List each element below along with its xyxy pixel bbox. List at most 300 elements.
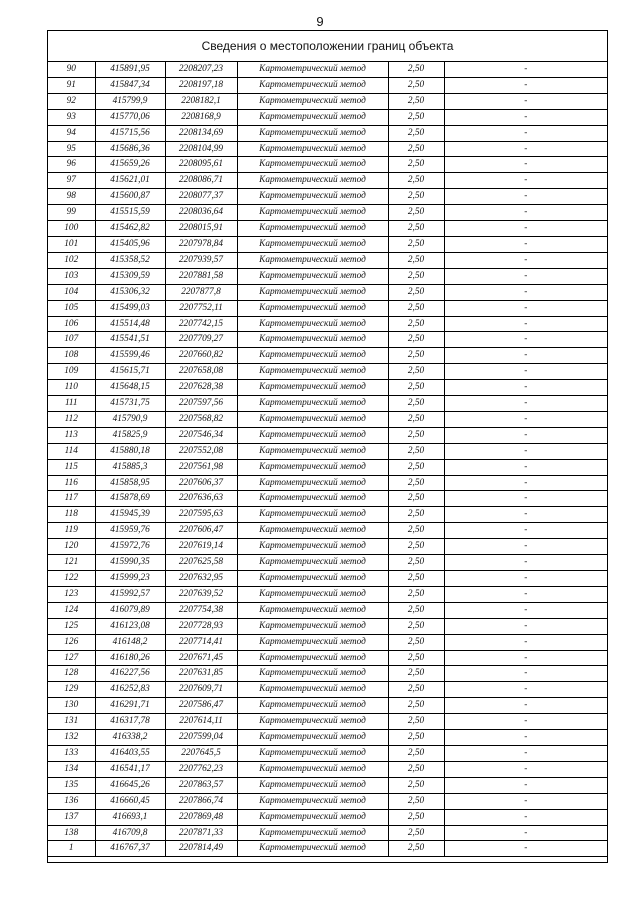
cell-description: - [444, 507, 607, 523]
cell-point-number: 127 [48, 650, 95, 666]
cell-point-number: 118 [48, 507, 95, 523]
cell-x-coordinate: 416227,56 [95, 666, 165, 682]
table-row [48, 523, 607, 539]
cell-description: - [444, 380, 607, 396]
cell-description: - [444, 666, 607, 682]
cell-point-number: 100 [48, 221, 95, 237]
cell-y-coordinate: 2207871,33 [165, 825, 237, 841]
cell-x-coordinate: 415731,75 [95, 396, 165, 412]
cell-method: Картометрический метод [237, 761, 388, 777]
cell-point-number: 111 [48, 396, 95, 412]
cell-description: - [444, 411, 607, 427]
table-row [48, 666, 607, 682]
cell-y-coordinate: 2207597,56 [165, 396, 237, 412]
cell-point-number: 120 [48, 539, 95, 555]
cell-point-number: 132 [48, 730, 95, 746]
cell-description: - [444, 252, 607, 268]
table-row [48, 332, 607, 348]
cell-point-number: 133 [48, 745, 95, 761]
cell-point-number: 117 [48, 491, 95, 507]
cell-accuracy: 2,50 [388, 714, 444, 730]
cell-x-coordinate: 415972,76 [95, 539, 165, 555]
cell-accuracy: 2,50 [388, 602, 444, 618]
cell-description: - [444, 332, 607, 348]
cell-accuracy: 2,50 [388, 221, 444, 237]
cell-y-coordinate: 2207658,08 [165, 364, 237, 380]
cell-method: Картометрический метод [237, 62, 388, 77]
cell-y-coordinate: 2207595,63 [165, 507, 237, 523]
cell-method: Картометрический метод [237, 364, 388, 380]
table-row [48, 809, 607, 825]
cell-y-coordinate: 2207754,38 [165, 602, 237, 618]
table-row [48, 507, 607, 523]
cell-x-coordinate: 416693,1 [95, 809, 165, 825]
cell-point-number: 138 [48, 825, 95, 841]
cell-method: Картометрический метод [237, 793, 388, 809]
cell-method: Картометрический метод [237, 714, 388, 730]
cell-method: Картометрический метод [237, 205, 388, 221]
cell-x-coordinate: 416291,71 [95, 698, 165, 714]
cell-method: Картометрический метод [237, 571, 388, 587]
cell-description: - [444, 268, 607, 284]
table-row [48, 443, 607, 459]
cell-y-coordinate: 2207671,45 [165, 650, 237, 666]
table-row [48, 777, 607, 793]
cell-x-coordinate: 415825,9 [95, 427, 165, 443]
cell-method: Картометрический метод [237, 93, 388, 109]
cell-description: - [444, 761, 607, 777]
cell-accuracy: 2,50 [388, 491, 444, 507]
table-row [48, 252, 607, 268]
cell-x-coordinate: 415648,15 [95, 380, 165, 396]
cell-y-coordinate: 2207606,37 [165, 475, 237, 491]
cell-point-number: 102 [48, 252, 95, 268]
cell-y-coordinate: 2207881,58 [165, 268, 237, 284]
table-row [48, 109, 607, 125]
cell-accuracy: 2,50 [388, 730, 444, 746]
table-row [48, 555, 607, 571]
cell-x-coordinate: 415358,52 [95, 252, 165, 268]
cell-description: - [444, 682, 607, 698]
cell-x-coordinate: 415990,35 [95, 555, 165, 571]
cell-point-number: 95 [48, 141, 95, 157]
cell-description: - [444, 825, 607, 841]
cell-method: Картометрический метод [237, 221, 388, 237]
table-row [48, 825, 607, 841]
cell-y-coordinate: 2208077,37 [165, 189, 237, 205]
cell-x-coordinate: 415621,01 [95, 173, 165, 189]
table-row [48, 459, 607, 475]
cell-x-coordinate: 415878,69 [95, 491, 165, 507]
cell-description: - [444, 634, 607, 650]
table-row [48, 364, 607, 380]
cell-accuracy: 2,50 [388, 571, 444, 587]
cell-method: Картометрический метод [237, 443, 388, 459]
table-row [48, 77, 607, 93]
cell-point-number: 112 [48, 411, 95, 427]
cell-y-coordinate: 2208134,69 [165, 125, 237, 141]
table-row [48, 300, 607, 316]
cell-y-coordinate: 2207632,95 [165, 571, 237, 587]
table-row [48, 236, 607, 252]
cell-point-number: 136 [48, 793, 95, 809]
table-row [48, 793, 607, 809]
cell-y-coordinate: 2207714,41 [165, 634, 237, 650]
cell-accuracy: 2,50 [388, 411, 444, 427]
cell-y-coordinate: 2207709,27 [165, 332, 237, 348]
cell-y-coordinate: 2207625,58 [165, 555, 237, 571]
cell-x-coordinate: 415499,03 [95, 300, 165, 316]
cell-accuracy: 2,50 [388, 93, 444, 109]
cell-method: Картометрический метод [237, 491, 388, 507]
cell-y-coordinate: 2207742,15 [165, 316, 237, 332]
cell-y-coordinate: 2207552,08 [165, 443, 237, 459]
cell-accuracy: 2,50 [388, 507, 444, 523]
cell-x-coordinate: 415847,34 [95, 77, 165, 93]
cell-x-coordinate: 416148,2 [95, 634, 165, 650]
cell-point-number: 130 [48, 698, 95, 714]
cell-accuracy: 2,50 [388, 634, 444, 650]
cell-method: Картометрический метод [237, 730, 388, 746]
cell-x-coordinate: 415885,3 [95, 459, 165, 475]
cell-accuracy: 2,50 [388, 698, 444, 714]
cell-x-coordinate: 416317,78 [95, 714, 165, 730]
cell-accuracy: 2,50 [388, 62, 444, 77]
cell-x-coordinate: 415309,59 [95, 268, 165, 284]
cell-method: Картометрический метод [237, 825, 388, 841]
cell-description: - [444, 189, 607, 205]
cell-point-number: 105 [48, 300, 95, 316]
cell-method: Картометрический метод [237, 77, 388, 93]
table-row [48, 650, 607, 666]
cell-x-coordinate: 416660,45 [95, 793, 165, 809]
table-row [48, 602, 607, 618]
cell-x-coordinate: 415405,96 [95, 236, 165, 252]
cell-x-coordinate: 416645,26 [95, 777, 165, 793]
cell-description: - [444, 364, 607, 380]
cell-method: Картометрический метод [237, 602, 388, 618]
cell-description: - [444, 173, 607, 189]
cell-accuracy: 2,50 [388, 555, 444, 571]
cell-method: Картометрический метод [237, 316, 388, 332]
table-heading: Сведения о местоположении границ объекта [48, 31, 607, 62]
cell-method: Картометрический метод [237, 666, 388, 682]
cell-accuracy: 2,50 [388, 284, 444, 300]
cell-y-coordinate: 2208015,91 [165, 221, 237, 237]
table-row [48, 411, 607, 427]
cell-accuracy: 2,50 [388, 825, 444, 841]
cell-method: Картометрический метод [237, 539, 388, 555]
cell-x-coordinate: 415659,26 [95, 157, 165, 173]
cell-x-coordinate: 416079,89 [95, 602, 165, 618]
cell-description: - [444, 730, 607, 746]
coordinates-table-body [48, 62, 607, 857]
cell-method: Картометрический метод [237, 173, 388, 189]
cell-accuracy: 2,50 [388, 682, 444, 698]
cell-y-coordinate: 2208182,1 [165, 93, 237, 109]
cell-method: Картометрический метод [237, 650, 388, 666]
cell-x-coordinate: 415615,71 [95, 364, 165, 380]
cell-accuracy: 2,50 [388, 809, 444, 825]
cell-method: Картометрический метод [237, 141, 388, 157]
cell-point-number: 94 [48, 125, 95, 141]
cell-x-coordinate: 415306,32 [95, 284, 165, 300]
cell-accuracy: 2,50 [388, 777, 444, 793]
cell-x-coordinate: 415600,87 [95, 189, 165, 205]
cell-description: - [444, 125, 607, 141]
cell-method: Картометрический метод [237, 396, 388, 412]
table-row [48, 714, 607, 730]
cell-point-number: 128 [48, 666, 95, 682]
cell-point-number: 116 [48, 475, 95, 491]
table-row [48, 571, 607, 587]
cell-point-number: 115 [48, 459, 95, 475]
cell-description: - [444, 745, 607, 761]
cell-description: - [444, 555, 607, 571]
cell-accuracy: 2,50 [388, 380, 444, 396]
cell-accuracy: 2,50 [388, 761, 444, 777]
cell-x-coordinate: 416180,26 [95, 650, 165, 666]
cell-method: Картометрический метод [237, 698, 388, 714]
cell-x-coordinate: 415858,95 [95, 475, 165, 491]
table-row [48, 698, 607, 714]
cell-description: - [444, 109, 607, 125]
cell-description: - [444, 236, 607, 252]
cell-point-number: 135 [48, 777, 95, 793]
cell-y-coordinate: 2207546,34 [165, 427, 237, 443]
cell-accuracy: 2,50 [388, 125, 444, 141]
cell-y-coordinate: 2207660,82 [165, 348, 237, 364]
cell-x-coordinate: 416123,08 [95, 618, 165, 634]
cell-description: - [444, 793, 607, 809]
cell-point-number: 110 [48, 380, 95, 396]
cell-y-coordinate: 2207606,47 [165, 523, 237, 539]
cell-accuracy: 2,50 [388, 205, 444, 221]
table-row [48, 205, 607, 221]
cell-point-number: 134 [48, 761, 95, 777]
cell-x-coordinate: 415462,82 [95, 221, 165, 237]
cell-point-number: 90 [48, 62, 95, 77]
cell-x-coordinate: 415790,9 [95, 411, 165, 427]
cell-x-coordinate: 415770,06 [95, 109, 165, 125]
cell-point-number: 124 [48, 602, 95, 618]
cell-description: - [444, 602, 607, 618]
cell-x-coordinate: 415686,36 [95, 141, 165, 157]
cell-accuracy: 2,50 [388, 252, 444, 268]
cell-method: Картометрический метод [237, 555, 388, 571]
cell-method: Картометрический метод [237, 745, 388, 761]
cell-point-number: 92 [48, 93, 95, 109]
cell-point-number: 126 [48, 634, 95, 650]
cell-y-coordinate: 2207762,23 [165, 761, 237, 777]
cell-y-coordinate: 2207814,49 [165, 841, 237, 857]
cell-x-coordinate: 415891,95 [95, 62, 165, 77]
table-row [48, 491, 607, 507]
cell-point-number: 97 [48, 173, 95, 189]
cell-accuracy: 2,50 [388, 316, 444, 332]
cell-accuracy: 2,50 [388, 141, 444, 157]
cell-y-coordinate: 2207619,14 [165, 539, 237, 555]
cell-description: - [444, 475, 607, 491]
cell-description: - [444, 539, 607, 555]
cell-x-coordinate: 416709,8 [95, 825, 165, 841]
cell-point-number: 121 [48, 555, 95, 571]
cell-method: Картометрический метод [237, 189, 388, 205]
cell-description: - [444, 586, 607, 602]
cell-accuracy: 2,50 [388, 666, 444, 682]
cell-method: Картометрический метод [237, 157, 388, 173]
cell-method: Картометрический метод [237, 634, 388, 650]
cell-x-coordinate: 415880,18 [95, 443, 165, 459]
cell-accuracy: 2,50 [388, 77, 444, 93]
cell-accuracy: 2,50 [388, 618, 444, 634]
cell-accuracy: 2,50 [388, 268, 444, 284]
table-row [48, 141, 607, 157]
cell-description: - [444, 316, 607, 332]
cell-accuracy: 2,50 [388, 841, 444, 857]
cell-method: Картометрический метод [237, 125, 388, 141]
cell-description: - [444, 777, 607, 793]
cell-x-coordinate: 415799,9 [95, 93, 165, 109]
cell-method: Картометрический метод [237, 618, 388, 634]
cell-x-coordinate: 415515,59 [95, 205, 165, 221]
table-row [48, 761, 607, 777]
cell-y-coordinate: 2208168,9 [165, 109, 237, 125]
cell-point-number: 119 [48, 523, 95, 539]
cell-description: - [444, 284, 607, 300]
cell-x-coordinate: 416767,37 [95, 841, 165, 857]
cell-accuracy: 2,50 [388, 348, 444, 364]
cell-x-coordinate: 415959,76 [95, 523, 165, 539]
table-row [48, 539, 607, 555]
cell-x-coordinate: 416338,2 [95, 730, 165, 746]
cell-description: - [444, 300, 607, 316]
cell-accuracy: 2,50 [388, 157, 444, 173]
cell-method: Картометрический метод [237, 411, 388, 427]
cell-description: - [444, 141, 607, 157]
cell-method: Картометрический метод [237, 332, 388, 348]
cell-description: - [444, 650, 607, 666]
cell-x-coordinate: 415715,56 [95, 125, 165, 141]
cell-x-coordinate: 415514,48 [95, 316, 165, 332]
table-row [48, 221, 607, 237]
cell-y-coordinate: 2208197,18 [165, 77, 237, 93]
cell-point-number: 101 [48, 236, 95, 252]
cell-description: - [444, 698, 607, 714]
cell-accuracy: 2,50 [388, 539, 444, 555]
cell-accuracy: 2,50 [388, 189, 444, 205]
cell-description: - [444, 443, 607, 459]
cell-description: - [444, 523, 607, 539]
cell-method: Картометрический метод [237, 809, 388, 825]
cell-accuracy: 2,50 [388, 396, 444, 412]
cell-description: - [444, 77, 607, 93]
cell-y-coordinate: 2207752,11 [165, 300, 237, 316]
cell-description: - [444, 157, 607, 173]
cell-method: Картометрический метод [237, 682, 388, 698]
cell-y-coordinate: 2207866,74 [165, 793, 237, 809]
table-row [48, 189, 607, 205]
cell-method: Картометрический метод [237, 507, 388, 523]
cell-method: Картометрический метод [237, 252, 388, 268]
cell-y-coordinate: 2207599,04 [165, 730, 237, 746]
table-row [48, 618, 607, 634]
cell-method: Картометрический метод [237, 475, 388, 491]
table-row [48, 348, 607, 364]
cell-accuracy: 2,50 [388, 793, 444, 809]
cell-y-coordinate: 2207869,48 [165, 809, 237, 825]
cell-method: Картометрический метод [237, 523, 388, 539]
cell-method: Картометрический метод [237, 459, 388, 475]
table-row [48, 173, 607, 189]
cell-description: - [444, 809, 607, 825]
cell-y-coordinate: 2207978,84 [165, 236, 237, 252]
cell-accuracy: 2,50 [388, 300, 444, 316]
cell-description: - [444, 459, 607, 475]
cell-point-number: 122 [48, 571, 95, 587]
table-row [48, 125, 607, 141]
cell-accuracy: 2,50 [388, 443, 444, 459]
table-row [48, 682, 607, 698]
cell-description: - [444, 348, 607, 364]
cell-y-coordinate: 2207636,63 [165, 491, 237, 507]
cell-y-coordinate: 2207645,5 [165, 745, 237, 761]
cell-accuracy: 2,50 [388, 109, 444, 125]
cell-method: Картометрический метод [237, 300, 388, 316]
cell-description: - [444, 714, 607, 730]
table-row [48, 316, 607, 332]
cell-point-number: 104 [48, 284, 95, 300]
table-row [48, 475, 607, 491]
cell-accuracy: 2,50 [388, 650, 444, 666]
table-row [48, 268, 607, 284]
cell-point-number: 125 [48, 618, 95, 634]
cell-y-coordinate: 2207614,11 [165, 714, 237, 730]
table-row [48, 62, 607, 77]
cell-accuracy: 2,50 [388, 173, 444, 189]
cell-point-number: 123 [48, 586, 95, 602]
cell-description: - [444, 221, 607, 237]
cell-description: - [444, 93, 607, 109]
cell-point-number: 96 [48, 157, 95, 173]
cell-accuracy: 2,50 [388, 745, 444, 761]
coordinates-table [48, 62, 607, 857]
table-row [48, 745, 607, 761]
cell-method: Картометрический метод [237, 380, 388, 396]
cell-accuracy: 2,50 [388, 236, 444, 252]
cell-description: - [444, 571, 607, 587]
cell-method: Картометрический метод [237, 777, 388, 793]
cell-x-coordinate: 415999,23 [95, 571, 165, 587]
cell-y-coordinate: 2208086,71 [165, 173, 237, 189]
cell-method: Картометрический метод [237, 586, 388, 602]
cell-x-coordinate: 416252,83 [95, 682, 165, 698]
page-number: 9 [316, 14, 324, 29]
cell-y-coordinate: 2207728,93 [165, 618, 237, 634]
cell-y-coordinate: 2207586,47 [165, 698, 237, 714]
cell-x-coordinate: 415992,57 [95, 586, 165, 602]
cell-point-number: 113 [48, 427, 95, 443]
cell-method: Картометрический метод [237, 427, 388, 443]
cell-y-coordinate: 2207877,8 [165, 284, 237, 300]
table-row [48, 157, 607, 173]
cell-accuracy: 2,50 [388, 475, 444, 491]
cell-x-coordinate: 416541,17 [95, 761, 165, 777]
cell-point-number: 106 [48, 316, 95, 332]
cell-y-coordinate: 2207639,52 [165, 586, 237, 602]
cell-point-number: 98 [48, 189, 95, 205]
table-row [48, 284, 607, 300]
